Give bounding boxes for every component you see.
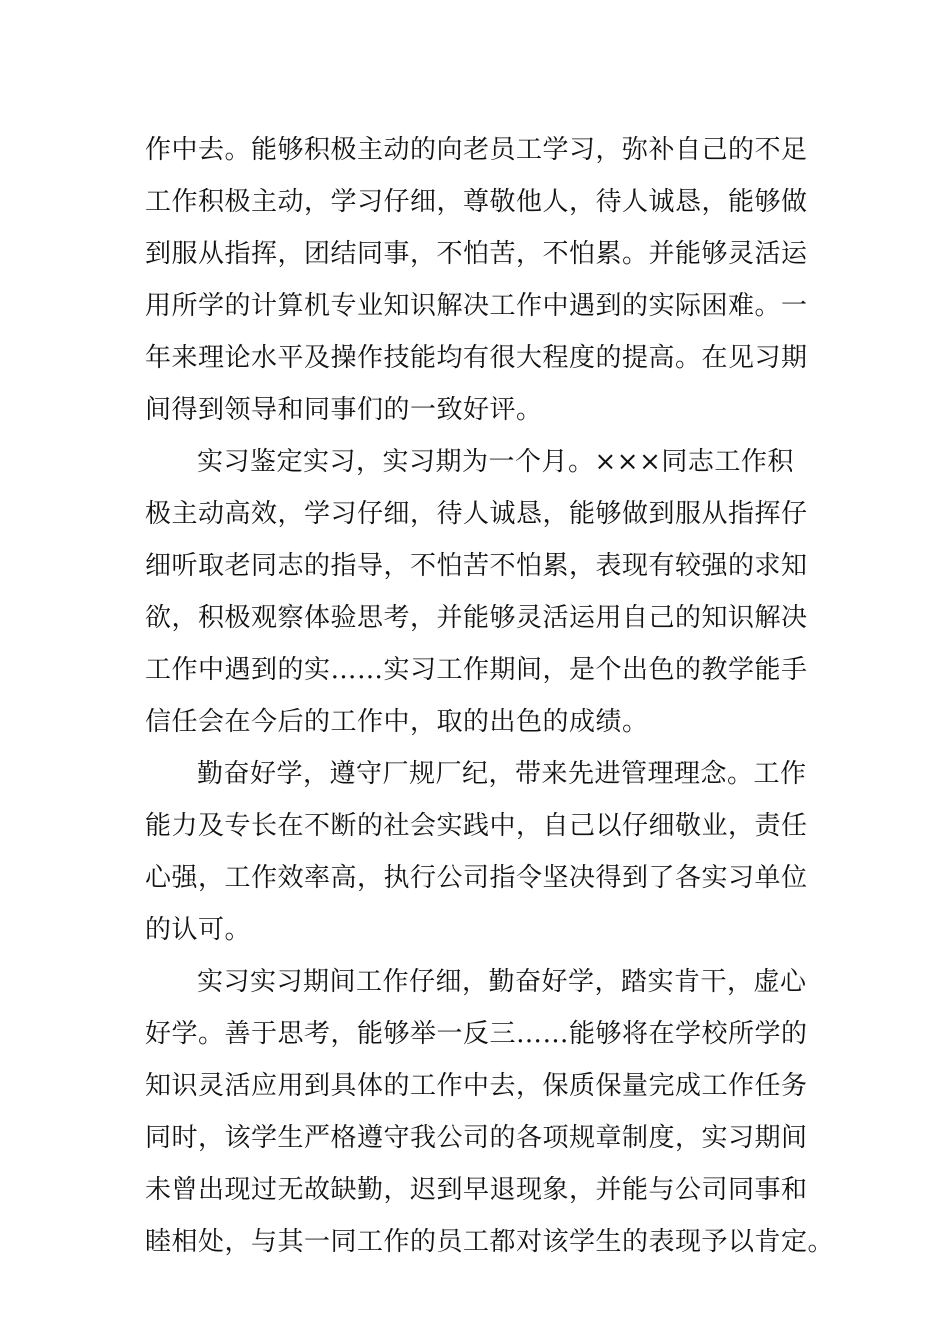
text-line: 到服从指挥，团结同事，不怕苦，不怕累。并能够灵活运 — [145, 239, 808, 269]
text-line: 信任会在今后的工作中，取的出色的成绩。 — [145, 707, 649, 737]
text-line: 工作积极主动，学习仔细，尊敬他人，待人诚恳，能够做 — [145, 187, 808, 217]
text-line: 年来理论水平及操作技能均有很大程度的提高。在见习期 — [145, 343, 808, 373]
text-line: 间得到领导和同事们的一致好评。 — [145, 395, 543, 425]
paragraph-first-line: 勤奋好学，遵守厂规厂纪，带来先进管理理念。工作 — [197, 759, 807, 789]
text-line: 欲，积极观察体验思考，并能够灵活运用自己的知识解决 — [145, 603, 808, 633]
text-line: 极主动高效，学习仔细，待人诚恳，能够做到服从指挥仔 — [145, 499, 808, 529]
text-line: 能力及专长在不断的社会实践中，自己以仔细敬业，责任 — [145, 811, 808, 841]
text-line: 用所学的计算机专业知识解决工作中遇到的实际困难。一 — [145, 291, 808, 321]
text-line: 的认可。 — [145, 915, 252, 945]
text-line: 作中去。能够积极主动的向老员工学习，弥补自己的不足 — [145, 135, 808, 165]
paragraph-first-line: 实习鉴定实习，实习期为一个月。×××同志工作积 — [197, 447, 794, 477]
text-line: 未曾出现过无故缺勤，迟到早退现象，并能与公司同事和 — [145, 1175, 808, 1205]
text-line: 工作中遇到的实……实习工作期间，是个出色的教学能手 — [145, 655, 808, 685]
text-line: 好学。善于思考，能够举一反三……能够将在学校所学的 — [145, 1019, 808, 1049]
paragraph-first-line: 实习实习期间工作仔细，勤奋好学，踏实肯干，虚心 — [197, 967, 807, 997]
text-line: 细听取老同志的指导，不怕苦不怕累，表现有较强的求知 — [145, 551, 808, 581]
text-line: 知识灵活应用到具体的工作中去，保质保量完成工作任务 — [145, 1071, 808, 1101]
text-line: 同时，该学生严格遵守我公司的各项规章制度，实习期间 — [145, 1123, 808, 1153]
text-line: 心强，工作效率高，执行公司指令坚决得到了各实习单位 — [145, 863, 808, 893]
text-line: 睦相处，与其一同工作的员工都对该学生的表现予以肯定。 — [145, 1227, 835, 1257]
